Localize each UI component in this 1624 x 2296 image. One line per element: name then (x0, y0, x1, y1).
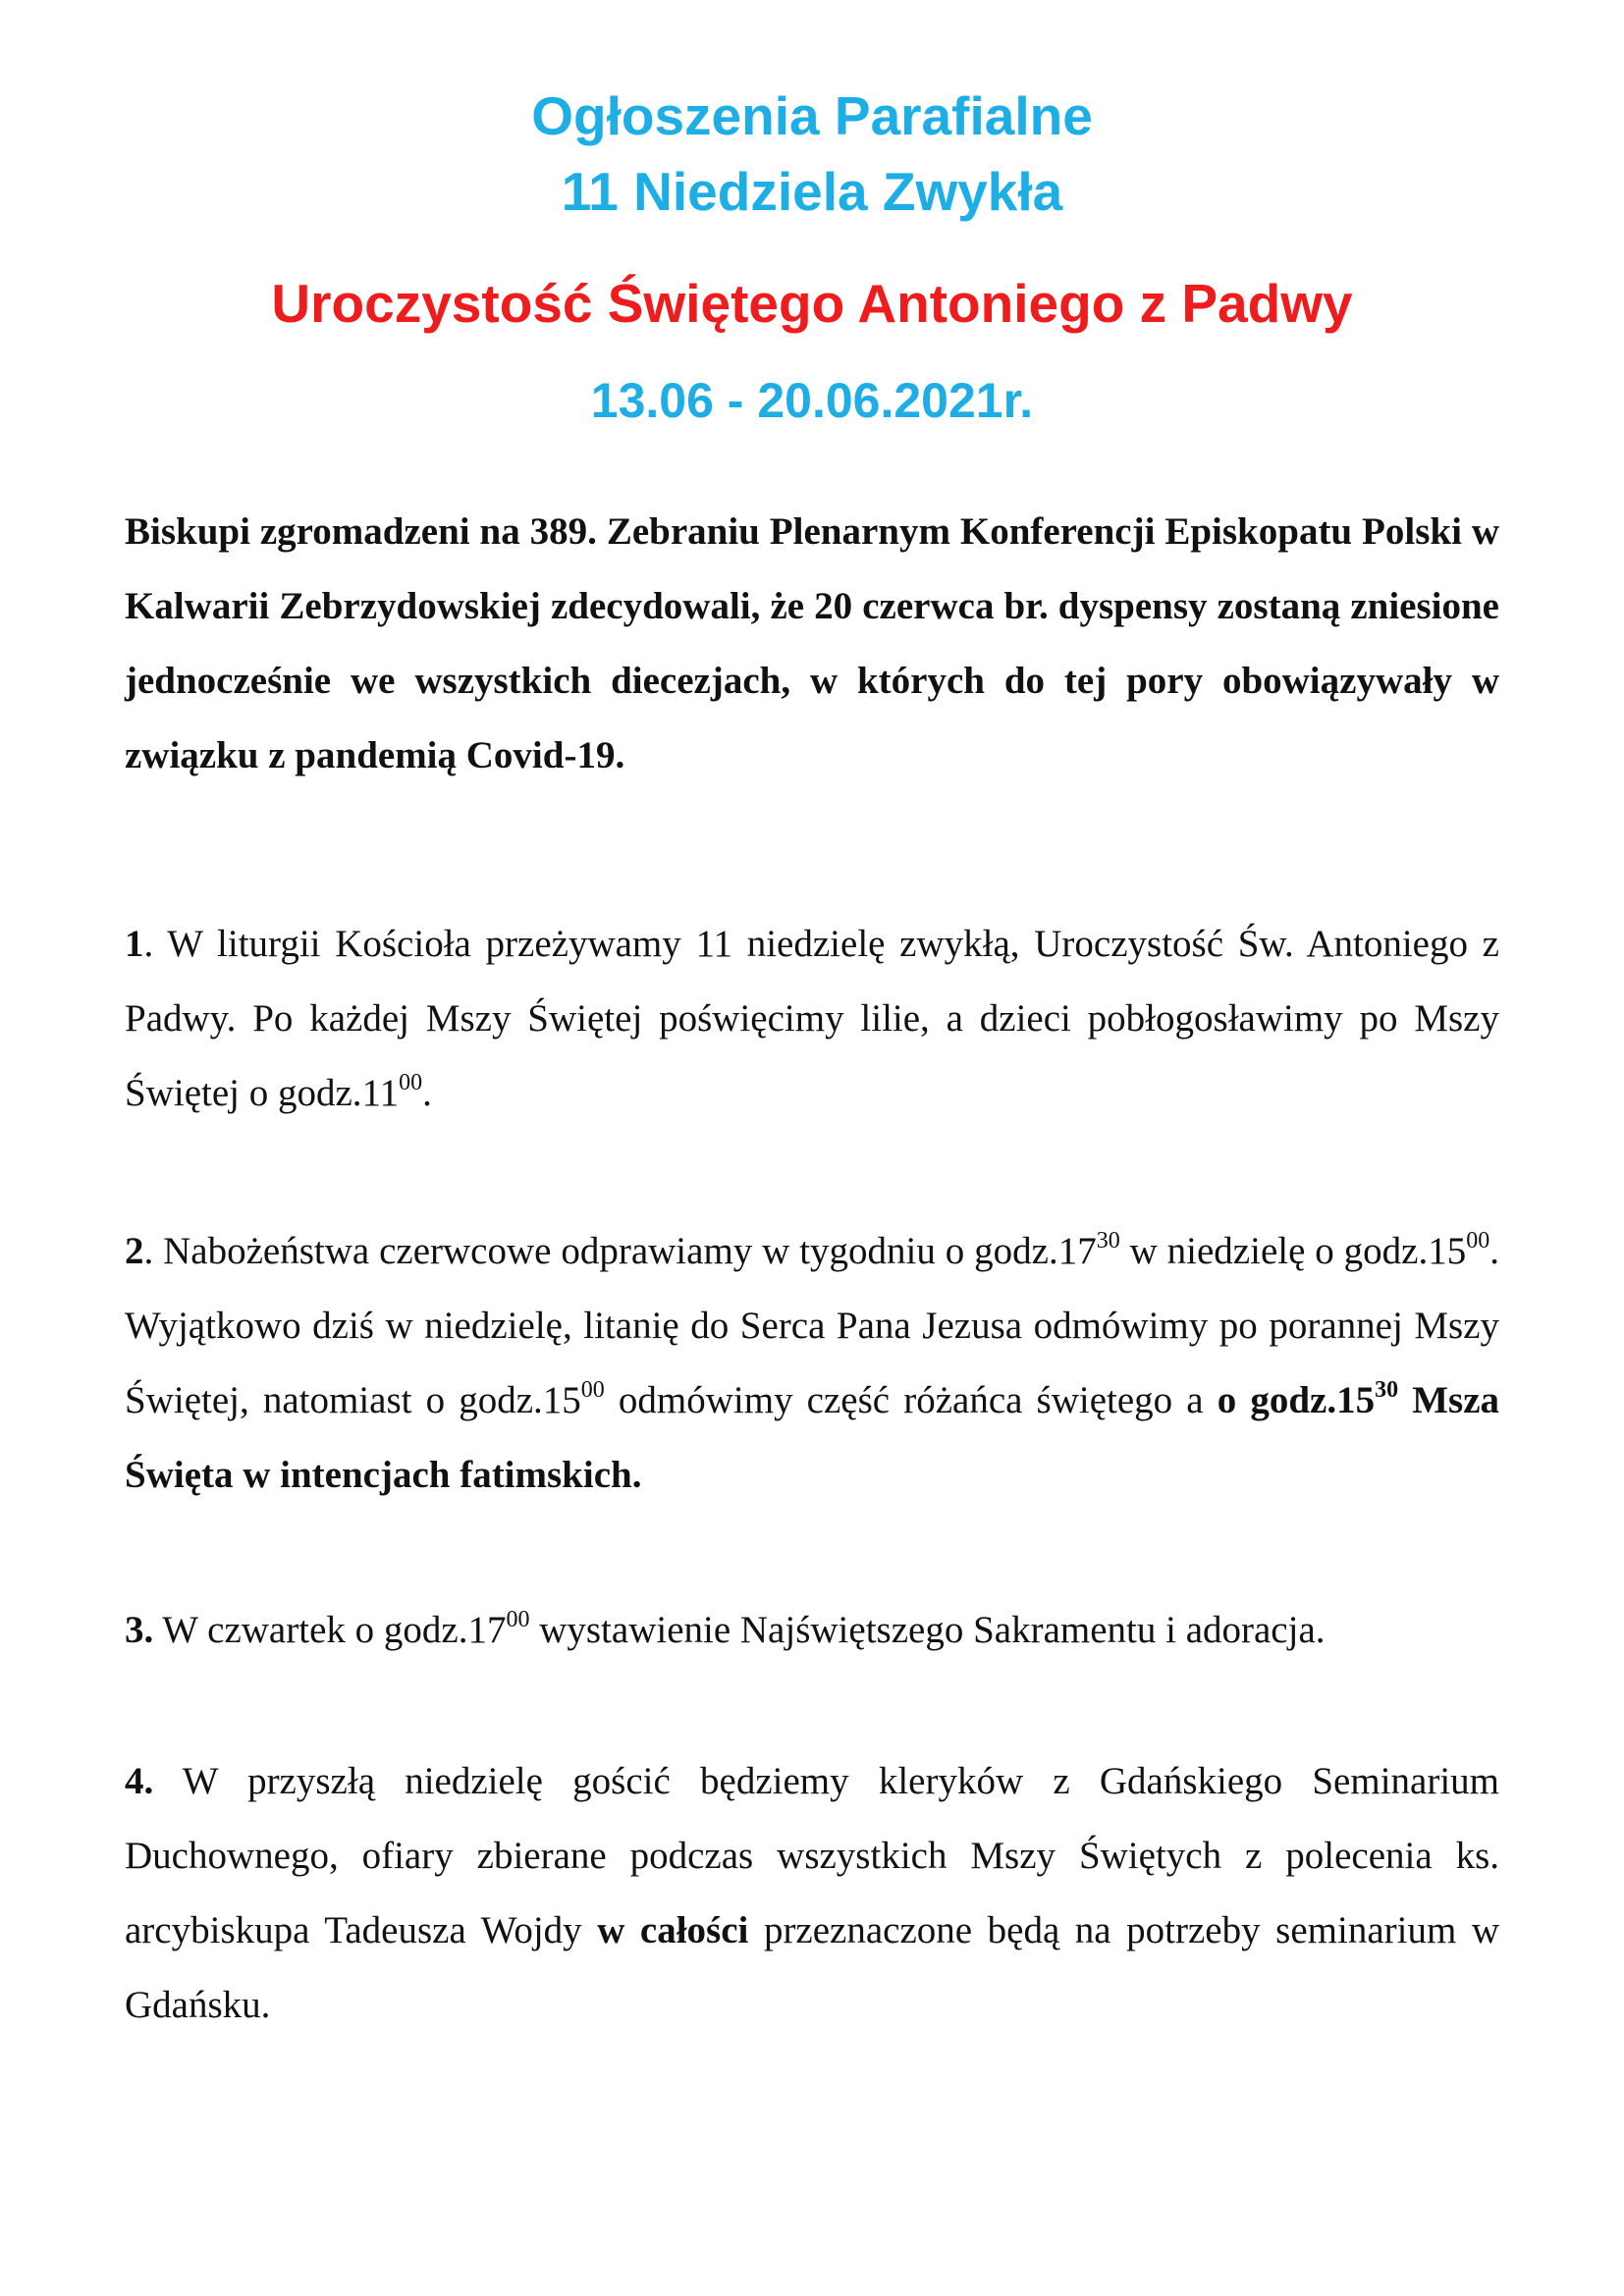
item-text: odmówimy część różańca świętego a (604, 1379, 1218, 1421)
item-text-bold: w całości (597, 1909, 749, 1951)
page-title-sunday: 11 Niedziela Zwykła (561, 161, 1063, 222)
item-text: W czwartek o godz.17 (153, 1609, 507, 1651)
item-text-bold: o godz.15 (1217, 1379, 1376, 1421)
time-superscript: 00 (399, 1070, 423, 1095)
item-number: 2 (125, 1230, 144, 1272)
announcement-item-4 (125, 1744, 1499, 2043)
time-superscript: 30 (1096, 1228, 1120, 1254)
time-superscript: 30 (1375, 1377, 1399, 1403)
page-title: Ogłoszenia Parafialne (531, 85, 1093, 146)
announcement-item-2 (125, 1214, 1499, 1513)
item-text: przeznaczone będą na potrzeby seminarium w Gdańsku. (125, 1909, 1499, 2026)
feast-subtitle: Uroczystość Świętego Antoniego z Padwy (271, 273, 1353, 334)
item-text: . W liturgii Kościoła przeżywamy 11 niedzielę zwykłą, Uroczystość Św. Antoniego z Padwy. Po każdej Mszy Świętej poświęcimy lilie, a dzieci pobłogosławimy po Mszy Świętej o godz.11 (125, 923, 1499, 1114)
intro-paragraph: Biskupi zgromadzeni na 389. Zebraniu Plenarnym Konferencji Episkopatu Polski w Kalwarii Zebrzydowskiej zdecydowali, że 20 czerwca br. dyspensy zostaną zniesione jednocześnie we wszystkich diecezjach, w których do tej pory obowiązywały w związku z pandemią Covid-19. (125, 510, 1499, 776)
announcement-item-1 (125, 907, 1499, 1131)
date-range: 13.06 - 20.06.2021r. (590, 373, 1034, 428)
time-superscript: 00 (580, 1377, 605, 1403)
item-text: wystawienie Najświętszego Sakramentu i adoracja. (529, 1609, 1326, 1651)
announcement-item-3 (125, 1593, 1499, 1668)
item-text: . Nabożeństwa czerwcowe odprawiamy w tygodniu o godz.17 (143, 1230, 1097, 1272)
item-text: W przyszłą niedzielę gościć będziemy kleryków z Gdańskiego Seminarium Duchownego, ofiary zbierane podczas wszystkich Mszy Świętych z polecenia ks. arcybiskupa Tadeusza Wojdy (125, 1760, 1499, 1951)
item-text-bold: Msza Święta w intencjach fatimskich. (125, 1379, 1500, 1496)
item-text: . Wyjątkowo dziś w niedzielę, litanię do Serca Pana Jezusa odmówimy po porannej Mszy Świętej, natomiast o godz.15 (125, 1230, 1499, 1421)
item-number: 1 (125, 923, 144, 965)
item-number: 3. (125, 1609, 154, 1651)
item-text: . (422, 1072, 432, 1114)
item-text: w niedzielę o godz.15 (1119, 1230, 1467, 1272)
item-number: 4. (125, 1760, 154, 1802)
time-superscript: 00 (1466, 1228, 1490, 1254)
time-superscript: 00 (506, 1607, 530, 1632)
